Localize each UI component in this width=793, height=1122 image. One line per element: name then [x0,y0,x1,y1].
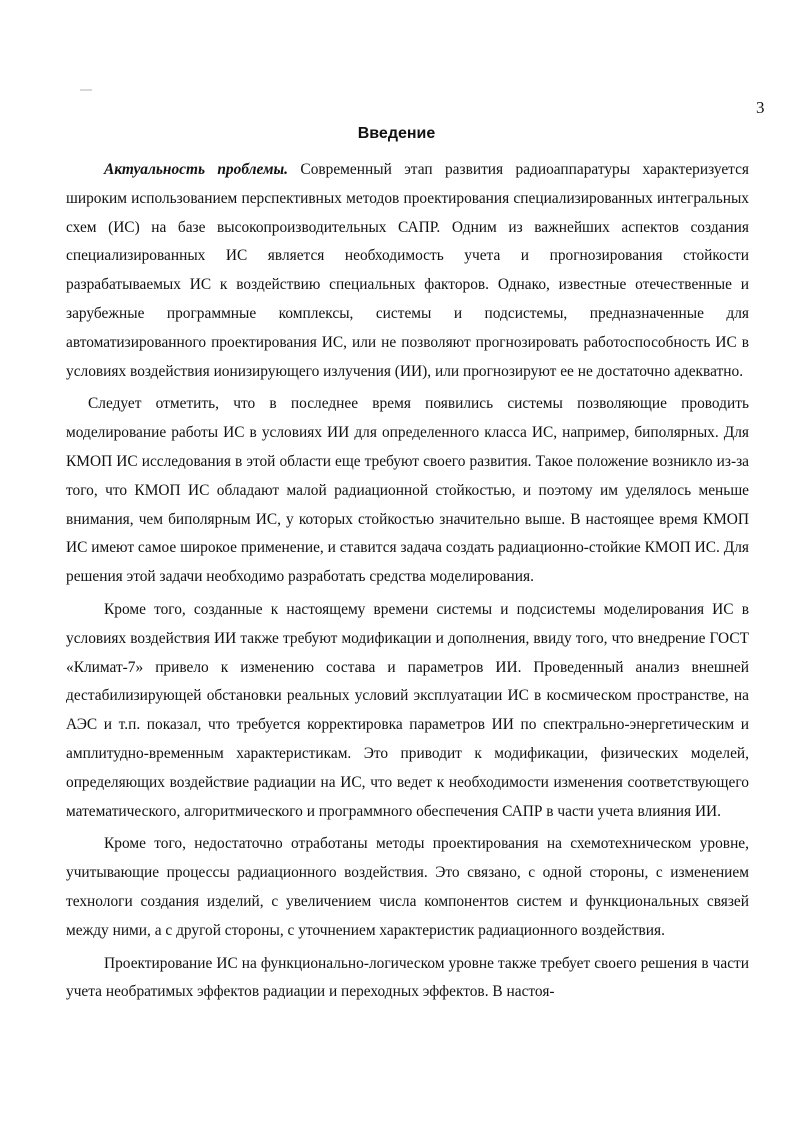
paragraph-text: Современный этап развития радиоаппаратуры характеризуется широким использованием перспективных методов проектирования специализированных интегральных схем (ИС) на базе высокопроизводительных САПР. Одним из важнейших аспектов создания специализированных ИС является необходимость учета и прогнозирования стойкости разрабатываемых ИС к воздействию специальных факторов. Однако, известные отечественные и зарубежные программные комплексы, системы и подсистемы, предназначенные для автоматизированного проектирования ИС, или не позволяют прогнозировать работоспособность ИС в условиях воздействия ионизирующего излучения (ИИ), или прогнозируют ее не достаточно адекватно. [66,161,749,380]
page-number: 3 [756,98,765,117]
body-text [66,156,749,1011]
paragraph-lead-in: Актуальность проблемы. [104,161,289,178]
paragraph: Кроме того, созданные к настоящему времени системы и подсистемы моделирования ИС в условиях воздействия ИИ также требуют модификации и дополнения, ввиду того, что внедрение ГОСТ «Климат-7» привело к изменению состава и параметров ИИ. Проведенный анализ внешней дестабилизирующей обстановки реальных условий эксплуатации ИС в космическом пространстве, на АЭС и т.п. показал, что требуется корректировка параметров ИИ по спектрально-энергетическим и амплитудно-временным характеристикам. Это приводит к модификации, физических моделей, определяющих воздействие радиации на ИС, что ведет к необходимости изменения соответствующего математического, алгоритмического и программного обеспечения САПР в части учета влияния ИИ. [66,600,749,820]
paragraph: Следует отметить, что в последнее время появились системы позволяющие проводить моделирование работы ИС в условиях ИИ для определенного класса ИС, например, биполярных. Для КМОП ИС исследования в этой области еще требуют своего развития. Такое положение возникло из-за того, что КМОП ИС обладают малой радиационной стойкостью, и поэтому им уделялось меньше внимания, чем биполярным ИС, у которых стойкостью значительно выше. В настоящее время КМОП ИС имеют самое широкое применение, и ставится задача создать радиационно-стойкие КМОП ИС. Для решения этой задачи необходимо разработать средства моделирования. [66,395,749,586]
paragraph: Кроме того, недостаточно отработаны методы проектирования на схемотехническом уровне, учитывающие процессы радиационного воздействия. Это связано, с одной стороны, с изменением технологи создания изделий, с увеличением числа компонентов систем и функциональных связей между ними, а с другой стороны, с уточнением характеристик радиационного воздействия. [66,835,749,939]
section-title: Введение [357,125,436,142]
scan-artifact [80,89,92,91]
paragraph-relevance [66,156,749,386]
paragraph: Проектирование ИС на функционально-логическом уровне также требует своего решения в части учета необратимых эффектов радиации и переходных эффектов. В настоя- [66,954,749,1001]
